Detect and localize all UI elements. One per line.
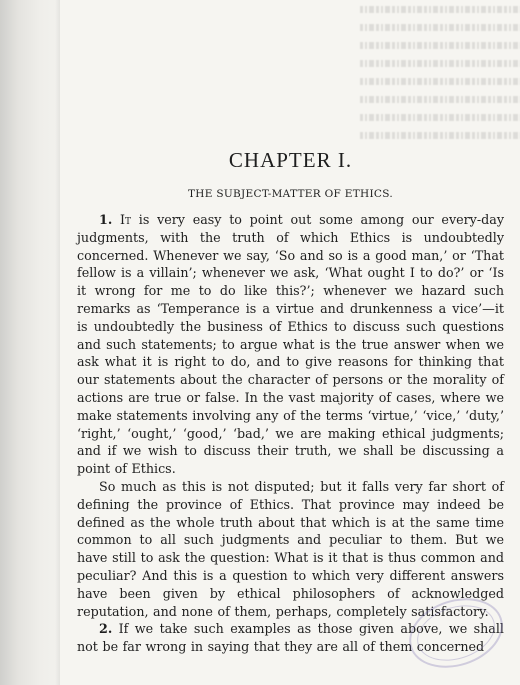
paragraph-number: 1. [99,212,113,227]
paragraph-text: So much as this is not disputed; but it falls very far short of defining the province of Ethics. That province may indeed be defined as the whole truth about that which is at the same time common to all such judgments and peculiar to them. But we have still to ask the question: What is it that is thus common and peculiar? And this is a question to which very different answers have been given by ethical philosophers of acknowledged reputation, and none of them, perhaps, completely satisfactory. [77,478,504,619]
paragraph-1 [77,211,504,478]
chapter-subtitle: THE SUBJECT-MATTER OF ETHICS. [188,188,393,200]
paragraph-lead: It [120,212,132,227]
paragraph-text: If we take such examples as those given above, we shall not be far wrong in saying that they are all of them concerned [77,621,504,655]
show-through-text [360,0,520,150]
chapter-heading: CHAPTER I. [228,148,353,172]
paragraph-number: 2. [99,621,113,637]
paragraph-text: is very easy to point out some among our every-day judgments, with the truth of which Ethics is undoubtedly concerned. Whenever we say, ‘So and so is a good man,’ or ‘That fellow is a villain’; whenever we ask, ‘What ought I to do?’ or ‘Is it wrong for me to do like this?’; whenever we hazard such remarks as ‘Temperance is a virtue and drunkenness a vice’—it is undoubtedly the business of Ethics to discuss such questions and such statements; to argue what is the true answer when we ask what it is right to do, and to give reasons for thinking that our statements about the character of persons or the morality of actions are true or false. In the vast majority of cases, where we make statements involving any of the terms ‘virtue,’ ‘vice,’ ‘duty,’ ‘right,’ ‘ought,’ ‘good,’ ‘bad,’ we are making ethical judgments; and if we wish to discuss their truth, we shall be discussing a point of Ethics. [77,212,504,477]
paragraph-2 [77,478,504,620]
page-text [77,148,504,656]
